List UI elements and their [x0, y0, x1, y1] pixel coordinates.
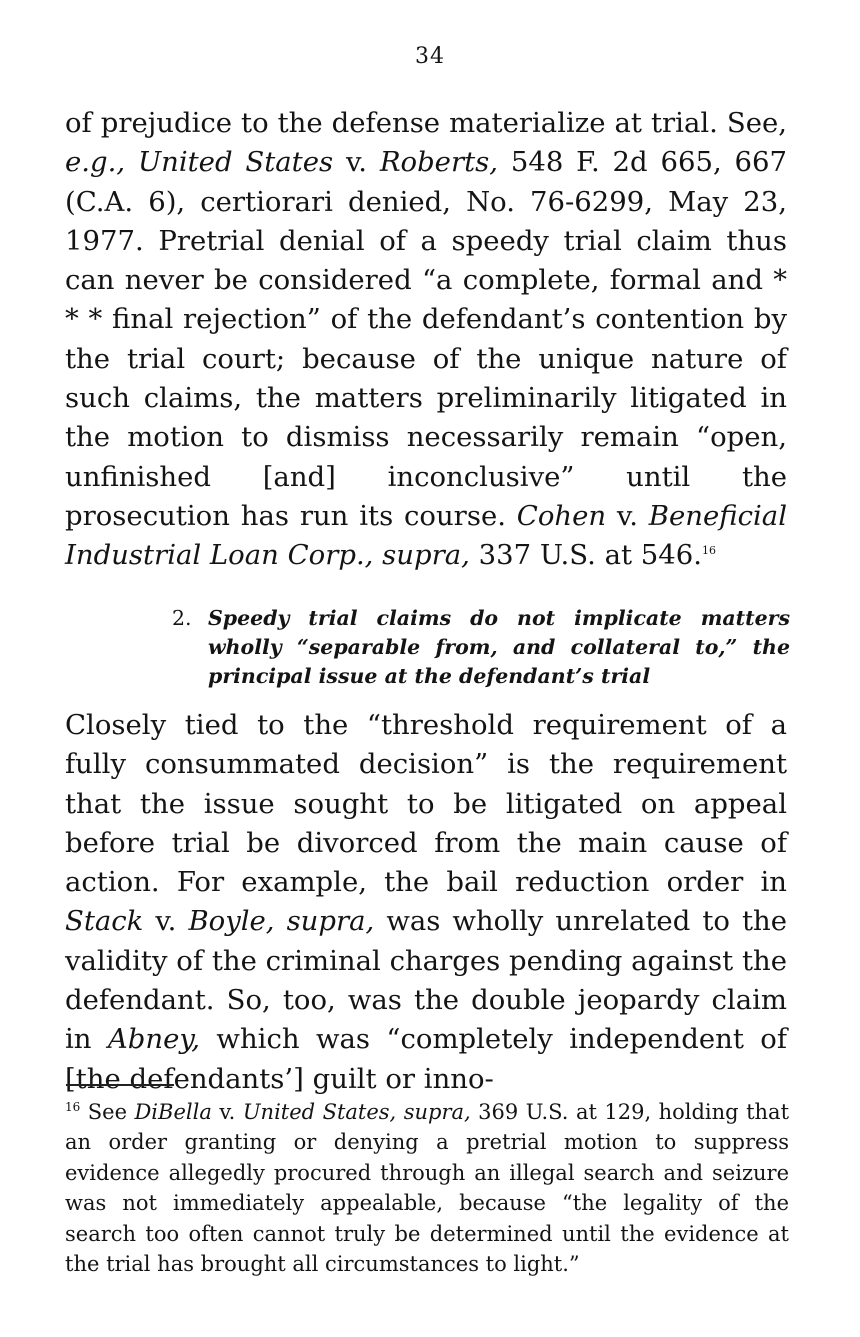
text-run	[125, 146, 138, 178]
text-run: v.	[606, 499, 649, 532]
text-run: v.	[143, 905, 189, 938]
case-name: Roberts,	[379, 146, 499, 179]
citation-signal: e.g.,	[65, 146, 126, 179]
case-name: Beneficial Industrial Loan Corp., supra,	[65, 499, 787, 572]
case-name: Cohen	[516, 499, 607, 532]
footnote-divider	[66, 1084, 174, 1086]
text-run: v.	[211, 1100, 243, 1124]
page-number: 34	[415, 44, 445, 69]
section-heading-text: Speedy trial claims do not implicate matters wholly “separable from, and collateral to,” the principal issue at the defendant’s trial	[208, 606, 790, 688]
case-name: Abney,	[107, 1023, 200, 1056]
text-run: 369 U.S. at 129, holding that an order granting or denying a pretrial motion to suppress evidence allegedly procured through an illegal search and seizure was not immediately appealable, because “the legality of the search too often cannot truly be determined until the evidence at the trial has brought all circumstances to light.”	[65, 1100, 790, 1277]
text-run: 548 F. 2d 665, 667 (C.A. 6), certiorari denied, No. 76-6299, May 23, 1977. Pretrial denial of a speedy trial claim thus can never be considered “a complete, formal and * * * final rejection” of the defendant’s contention by the trial court; because of the unique nature of such claims, the matters preliminarily litigated in the motion to dismiss necessarily remain “open, unfinished [and] inconclusive” until the prosecution has run its course.	[65, 146, 788, 532]
footnote-number: 16	[65, 1100, 81, 1114]
body-paragraph-1	[65, 104, 787, 576]
text-run: which was “completely independent of [the defendants’] guilt or inno-	[65, 1023, 788, 1095]
text-run: See	[80, 1100, 135, 1124]
case-name: DiBella	[134, 1100, 212, 1124]
text-run: 337 U.S. at 546.	[469, 539, 703, 572]
case-name: Stack	[65, 905, 144, 938]
text-run: of prejudice to the defense materialize at trial. See,	[65, 107, 787, 139]
text-run: was wholly unrelated to the validity of the criminal charges pending against the defendant. So, too, was the double jeopardy claim in	[65, 905, 788, 1056]
section-heading	[174, 604, 790, 691]
case-name: United States, supra,	[242, 1100, 471, 1124]
footnote-reference: 16	[702, 544, 717, 558]
section-heading-number: 2.	[172, 606, 192, 630]
footnote-16	[65, 1097, 789, 1279]
text-run: v.	[333, 146, 380, 179]
body-paragraph-2	[65, 706, 787, 1099]
case-name: Boyle, supra,	[188, 905, 375, 938]
text-run: Closely tied to the “threshold requirement of a fully consummated decision” is the requirement that the issue sought to be litigated on appeal before trial be divorced from the main cause of action. For example, the bail reduction order in	[65, 709, 787, 899]
case-name: United States	[137, 146, 334, 179]
